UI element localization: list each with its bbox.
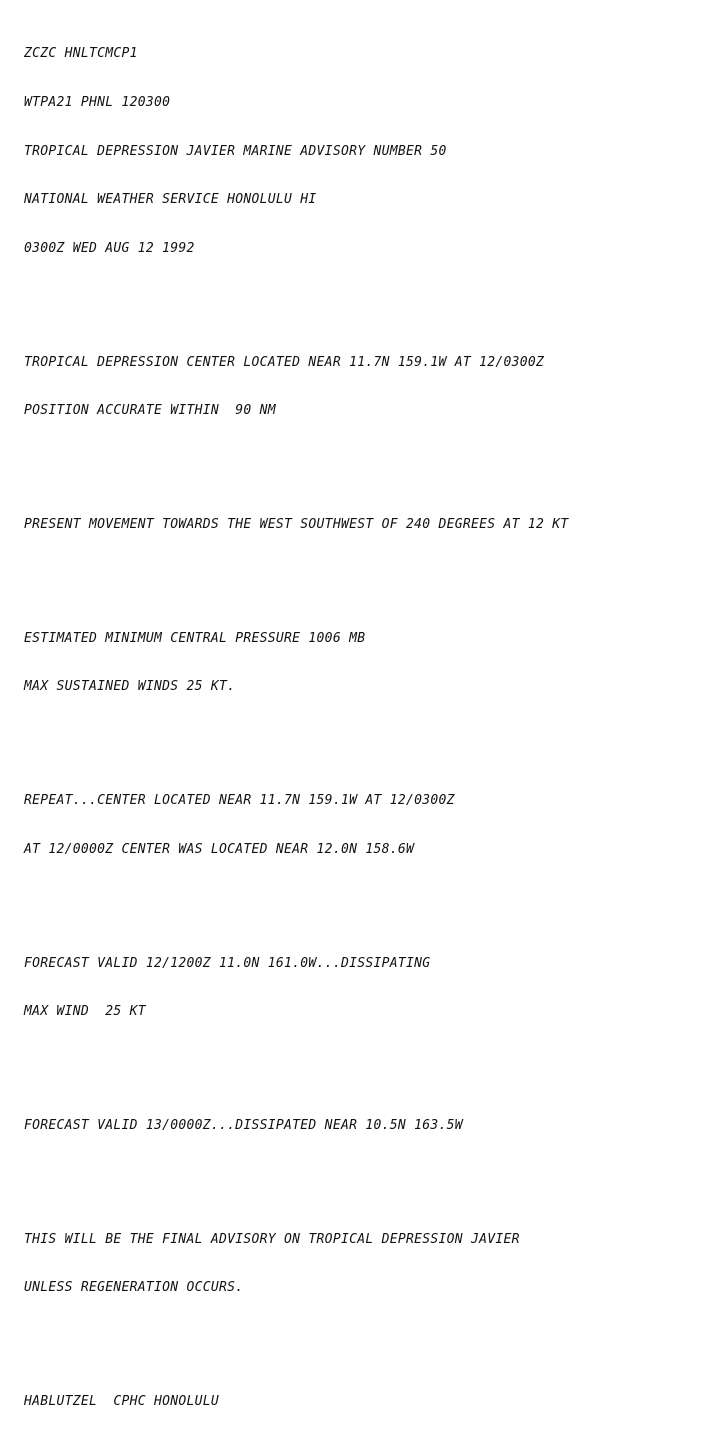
- issue-time: 0300Z WED AUG 12 1992: [24, 240, 195, 256]
- advisory-title: TROPICAL DEPRESSION JAVIER MARINE ADVISORY NUMBER 50: [24, 143, 447, 159]
- issuing-office: NATIONAL WEATHER SERVICE HONOLULU HI: [24, 192, 317, 208]
- blank-line: [24, 566, 704, 583]
- blank-line: [24, 890, 704, 907]
- final-advisory-line: THIS WILL BE THE FINAL ADVISORY ON TROPICAL DEPRESSION JAVIER: [24, 1231, 520, 1247]
- blank-line: [24, 452, 704, 469]
- max-winds-line: MAX SUSTAINED WINDS 25 KT.: [24, 679, 236, 695]
- regeneration-line: UNLESS REGENERATION OCCURS.: [24, 1280, 244, 1296]
- present-movement-line: PRESENT MOVEMENT TOWARDS THE WEST SOUTHWEST OF 240 DEGREES AT 12 KT: [24, 516, 569, 532]
- blank-line: [24, 289, 704, 306]
- forecast-12h-wind-line: MAX WIND 25 KT: [24, 1004, 146, 1020]
- header-line-2: WTPA21 PHNL 120300: [24, 95, 171, 110]
- center-position-line: TROPICAL DEPRESSION CENTER LOCATED NEAR 11.7N 159.1W AT 12/0300Z: [24, 354, 545, 370]
- central-pressure-line: ESTIMATED MINIMUM CENTRAL PRESSURE 1006 MB: [24, 630, 366, 646]
- position-accuracy-line: POSITION ACCURATE WITHIN 90 NM: [24, 403, 276, 419]
- forecast-12h-line: FORECAST VALID 12/1200Z 11.0N 161.0W...DISSIPATING: [24, 955, 431, 971]
- forecast-24h-line: FORECAST VALID 13/0000Z...DISSIPATED NEAR 10.5N 163.5W: [24, 1117, 463, 1133]
- blank-line: [24, 1053, 704, 1070]
- blank-line: [24, 728, 704, 745]
- blank-line: [24, 1329, 704, 1346]
- header-line-1: ZCZC HNLTCMCP1: [24, 46, 138, 62]
- repeat-position-line: REPEAT...CENTER LOCATED NEAR 11.7N 159.1W AT 12/0300Z: [24, 793, 455, 809]
- previous-position-line: AT 12/0000Z CENTER WAS LOCATED NEAR 12.0N 158.6W: [24, 841, 415, 857]
- forecaster-signature: HABLUTZEL CPHC HONOLULU: [24, 1394, 220, 1410]
- advisory-text: [24, 14, 704, 1443]
- blank-line: [24, 1167, 704, 1184]
